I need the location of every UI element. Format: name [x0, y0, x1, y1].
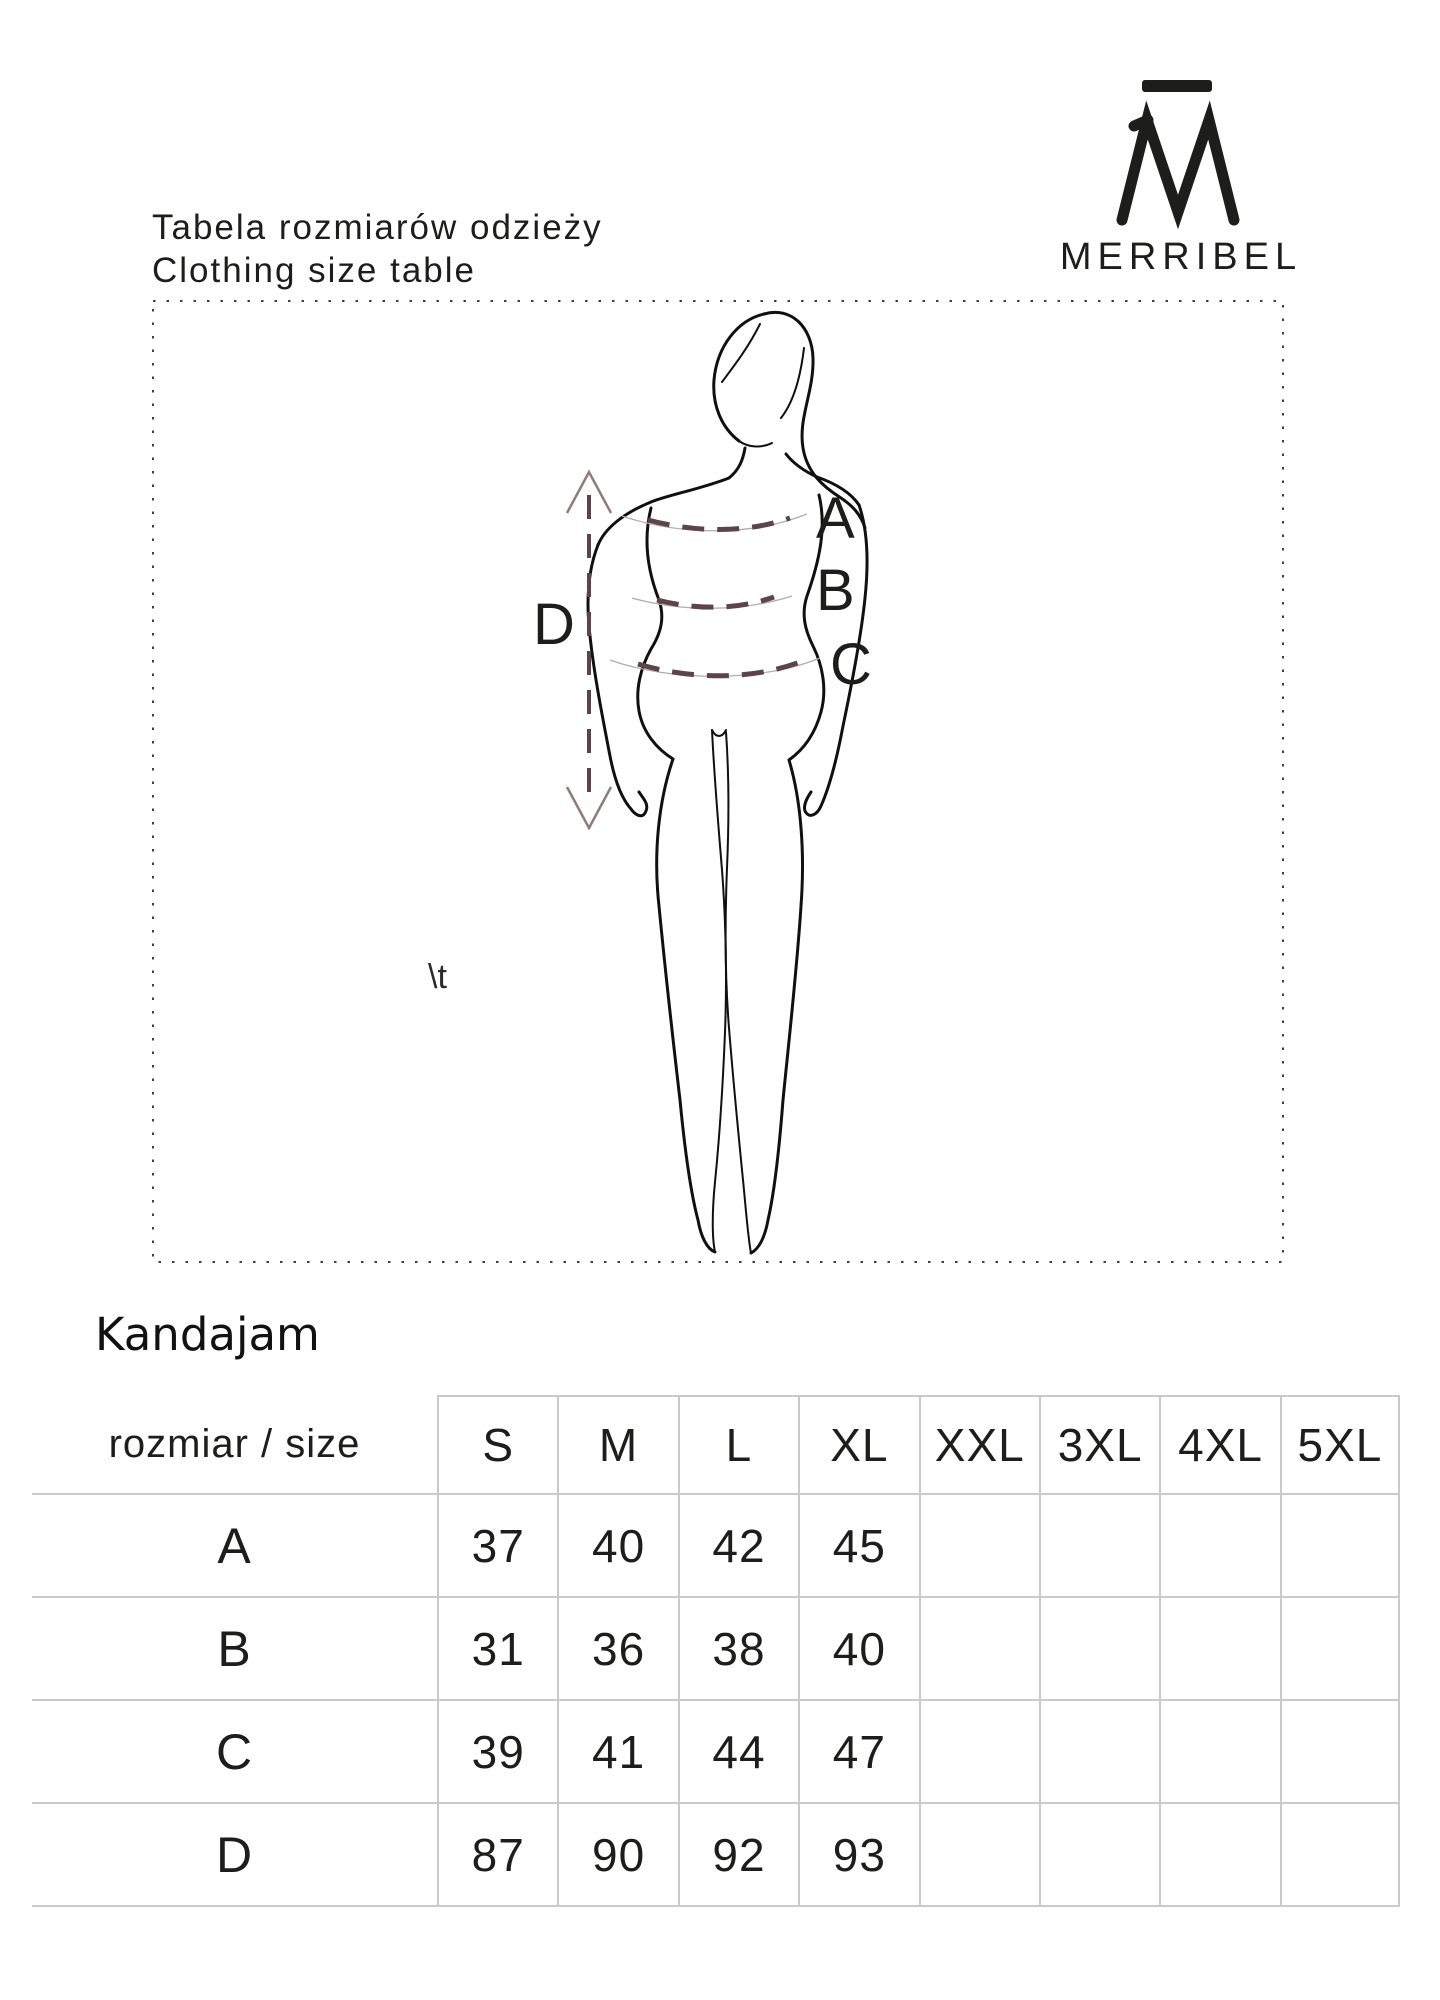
measurement-line-c	[638, 662, 800, 676]
table-cell	[1039, 1701, 1159, 1804]
size-col-header: L	[678, 1395, 798, 1495]
size-col-header: 4XL	[1159, 1395, 1279, 1495]
label-d: D	[533, 592, 575, 657]
table-cell: 93	[798, 1804, 918, 1907]
row-label: A	[32, 1495, 437, 1598]
size-table-corner-label: rozmiar / size	[32, 1395, 437, 1495]
table-cell	[1280, 1701, 1400, 1804]
table-cell	[1039, 1495, 1159, 1598]
table-cell: 90	[557, 1804, 677, 1907]
label-b: B	[816, 558, 855, 623]
size-col-header: 3XL	[1039, 1395, 1159, 1495]
table-cell: 45	[798, 1495, 918, 1598]
title-english: Clothing size table	[152, 251, 476, 290]
table-cell	[919, 1495, 1039, 1598]
label-c: C	[830, 632, 872, 697]
table-cell: 40	[798, 1598, 918, 1701]
table-cell	[919, 1701, 1039, 1804]
size-col-header: S	[437, 1395, 557, 1495]
table-cell: 44	[678, 1701, 798, 1804]
dotted-frame	[153, 301, 1283, 1262]
table-cell	[1159, 1701, 1279, 1804]
table-cell: 87	[437, 1804, 557, 1907]
table-cell	[1039, 1598, 1159, 1701]
table-cell	[1039, 1804, 1159, 1907]
brand-logo	[1055, 58, 1307, 279]
brand-name: MERRIBEL	[1059, 236, 1303, 278]
arrow-down-icon	[567, 787, 611, 828]
merribel-monogram-icon	[1055, 58, 1307, 230]
size-table	[32, 1395, 1400, 1907]
stray-text: \t	[428, 958, 447, 996]
table-cell	[919, 1804, 1039, 1907]
table-cell: 39	[437, 1701, 557, 1804]
table-cell: 47	[798, 1701, 918, 1804]
measurement-diagram	[152, 300, 1284, 1263]
size-col-header: XL	[798, 1395, 918, 1495]
measurement-line-b	[657, 597, 774, 607]
table-cell	[1280, 1598, 1400, 1701]
size-col-header: M	[557, 1395, 677, 1495]
row-label: B	[32, 1598, 437, 1701]
table-cell	[1280, 1495, 1400, 1598]
measurement-lines	[638, 518, 800, 676]
label-a: A	[816, 486, 855, 551]
page-title	[152, 206, 603, 292]
measurement-guides	[610, 514, 820, 676]
table-cell: 36	[557, 1598, 677, 1701]
size-col-header: 5XL	[1280, 1395, 1400, 1495]
table-cell	[1159, 1804, 1279, 1907]
table-cell: 40	[557, 1495, 677, 1598]
table-cell	[1159, 1598, 1279, 1701]
table-cell: 41	[557, 1701, 677, 1804]
table-cell: 38	[678, 1598, 798, 1701]
table-cell	[1280, 1804, 1400, 1907]
table-cell	[919, 1598, 1039, 1701]
row-label: C	[32, 1701, 437, 1804]
size-col-header: XXL	[919, 1395, 1039, 1495]
figure-sketch	[152, 300, 1284, 1263]
table-cell: 92	[678, 1804, 798, 1907]
table-cell	[1159, 1495, 1279, 1598]
table-cell: 37	[437, 1495, 557, 1598]
body-outline	[588, 312, 867, 1253]
row-label: D	[32, 1804, 437, 1907]
product-name: Kandajam	[95, 1308, 320, 1361]
table-cell: 31	[437, 1598, 557, 1701]
title-polish: Tabela rozmiarów odzieży	[152, 208, 603, 247]
table-cell: 42	[678, 1495, 798, 1598]
